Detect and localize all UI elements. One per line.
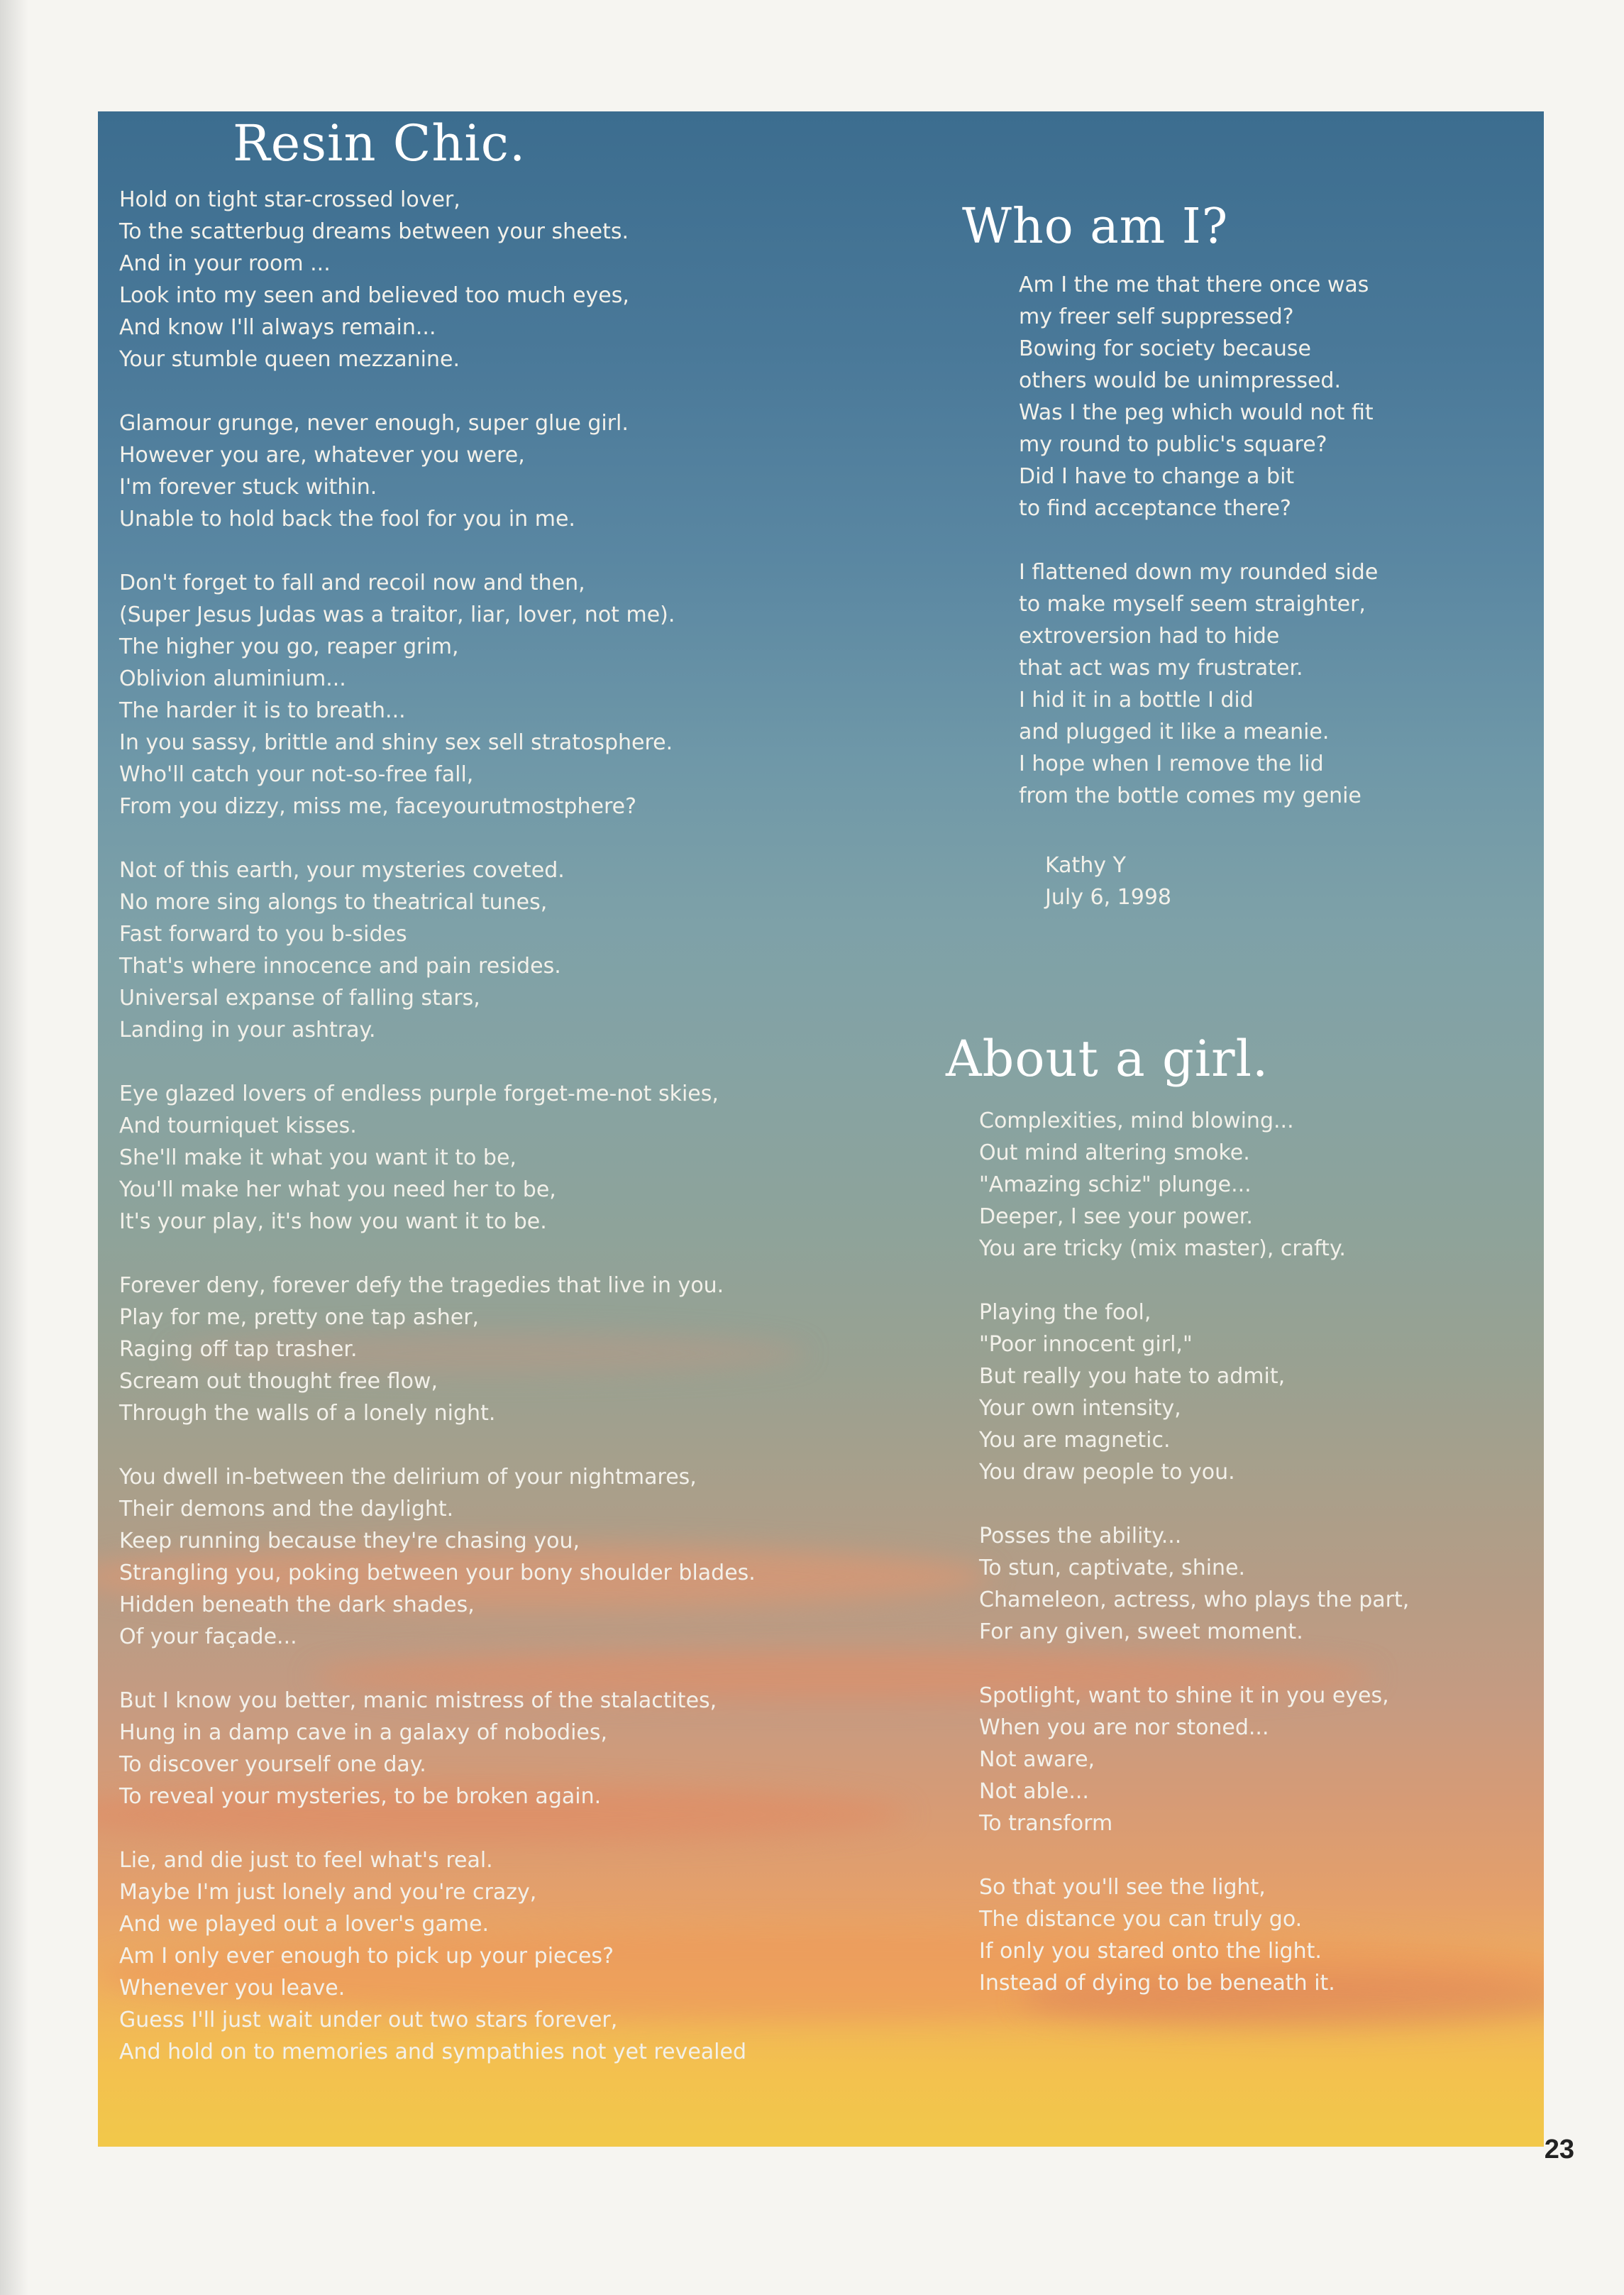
poem-line: Strangling you, poking between your bony shoulder blades. [119, 1561, 756, 1585]
poem-line: Keep running because they're chasing you, [119, 1529, 580, 1553]
poem-line: Playing the fool, [979, 1300, 1151, 1325]
poem-line: Through the walls of a lonely night. [119, 1401, 496, 1426]
poem-stanza [979, 1680, 1540, 1839]
poem-line: to find acceptance there? [1019, 496, 1291, 521]
poem-line: Am I only ever enough to pick up your pieces? [119, 1944, 614, 1969]
poem-line: And hold on to memories and sympathies not yet revealed [119, 2040, 746, 2064]
poem-line: I hope when I remove the lid [1019, 752, 1324, 776]
poem-line: and plugged it like a meanie. [1019, 720, 1330, 744]
poem-line: Your own intensity, [979, 1396, 1181, 1421]
poem-line: Scream out thought free flow, [119, 1369, 438, 1394]
poem-line: Forever deny, forever defy the tragedies that live in you. [119, 1273, 724, 1298]
poem-line: To transform [979, 1811, 1113, 1836]
poem-stanza [119, 1078, 956, 1238]
poem-line: "Poor innocent girl," [979, 1332, 1193, 1357]
about-a-girl-title: About a girl. [946, 1030, 1269, 1088]
poem-line: Posses the ability... [979, 1524, 1182, 1548]
page-number: 23 [1544, 2135, 1574, 2164]
poem-line: You dwell in-between the delirium of your nightmares, [119, 1465, 697, 1490]
poem-stanza [119, 1270, 956, 1429]
poem-line: Glamour grunge, never enough, super glue girl. [119, 411, 629, 436]
poem-line: Did I have to change a bit [1019, 464, 1295, 489]
poem-line: No more sing alongs to theatrical tunes, [119, 890, 548, 915]
poem-line: You are tricky (mix master), crafty. [979, 1236, 1346, 1261]
poem-stanza [119, 184, 956, 375]
about-a-girl-poem [979, 1105, 1540, 2031]
poem-line: Universal expanse of falling stars, [119, 986, 480, 1011]
poem-line: And know I'll always remain... [119, 315, 436, 340]
poem-line: Whenever you leave. [119, 1976, 346, 2000]
poem-line: So that you'll see the light, [979, 1875, 1266, 1900]
poem-line: Hold on tight star-crossed lover, [119, 187, 460, 212]
poem-line: To reveal your mysteries, to be broken again. [119, 1784, 602, 1809]
poem-line: Fast forward to you b-sides [119, 922, 407, 947]
who-am-i-title: Who am I? [962, 199, 1229, 255]
poem-line: Hidden beneath the dark shades, [119, 1592, 475, 1617]
poem-stanza [1019, 269, 1530, 524]
poem-line: Not of this earth, your mysteries coveted. [119, 858, 565, 883]
poem-line: If only you stared onto the light. [979, 1939, 1322, 1964]
poem-stanza [119, 567, 956, 822]
poem-line: Hung in a damp cave in a galaxy of nobodies, [119, 1720, 608, 1745]
poem-line: Their demons and the daylight. [119, 1497, 454, 1521]
poem-line: In you sassy, brittle and shiny sex sell stratosphere. [119, 730, 673, 755]
poem-line: Who'll catch your not-so-free fall, [119, 762, 474, 787]
poem-line: Was I the peg which would not fit [1019, 400, 1374, 425]
poem-line: But really you hate to admit, [979, 1364, 1286, 1389]
poem-line: (Super Jesus Judas was a traitor, liar, lover, not me). [119, 602, 675, 627]
poem-line: To the scatterbug dreams between your sheets. [119, 219, 629, 244]
poem-line: Unable to hold back the fool for you in me. [119, 507, 575, 532]
poem-line: from the bottle comes my genie [1019, 783, 1361, 808]
poem-line: Not able... [979, 1779, 1089, 1804]
poem-line: When you are nor stoned... [979, 1715, 1269, 1740]
poem-line: that act was my frustrater. [1019, 656, 1303, 681]
poem-line: And we played out a lover's game. [119, 1912, 490, 1937]
poem-line: Eye glazed lovers of endless purple forget-me-not skies, [119, 1082, 719, 1106]
poem-line: "Amazing schiz" plunge... [979, 1172, 1252, 1197]
poem-line: I'm forever stuck within. [119, 475, 377, 500]
poem-line: Lie, and die just to feel what's real. [119, 1848, 493, 1873]
poem-line: Not aware, [979, 1747, 1095, 1772]
poem-stanza [979, 1105, 1540, 1265]
resin-chic-title: Resin Chic. [233, 114, 526, 172]
poem-line: However you are, whatever you were, [119, 443, 525, 468]
poem-line: That's where innocence and pain resides. [119, 954, 561, 979]
poem-line: I hid it in a bottle I did [1019, 688, 1254, 712]
poem-line: The higher you go, reaper grim, [119, 634, 459, 659]
sunset-background-panel [98, 111, 1544, 2147]
poem-line: my round to public's square? [1019, 432, 1327, 457]
poem-line: Raging off tap trasher. [119, 1337, 358, 1362]
poem-stanza [119, 854, 956, 1046]
poem-line: Maybe I'm just lonely and you're crazy, [119, 1880, 537, 1905]
poem-stanza [979, 1297, 1540, 1488]
who-am-i-poem [1019, 269, 1530, 844]
poem-line: The harder it is to breath... [119, 698, 406, 723]
page-gutter-shadow [0, 0, 28, 2295]
poem-stanza [119, 407, 956, 535]
poem-line: You are magnetic. [979, 1428, 1171, 1453]
poem-line: Out mind altering smoke. [979, 1140, 1250, 1165]
poem-stanza [979, 1520, 1540, 1648]
poem-line: extroversion had to hide [1019, 624, 1280, 649]
poem-line: And in your room ... [119, 251, 331, 276]
poem-line: Deeper, I see your power. [979, 1204, 1253, 1229]
poem-line: Look into my seen and believed too much eyes, [119, 283, 629, 308]
poem-line: You draw people to you. [979, 1460, 1235, 1485]
poem-line: She'll make it what you want it to be, [119, 1145, 517, 1170]
poem-stanza [119, 1685, 956, 1812]
poem-line: Chameleon, actress, who plays the part, [979, 1587, 1410, 1612]
poem-stanza [1019, 556, 1530, 812]
poem-line: Your stumble queen mezzanine. [119, 347, 460, 372]
poem-line: From you dizzy, miss me, faceyourutmostphere? [119, 794, 636, 819]
poem-line: The distance you can truly go. [979, 1907, 1303, 1932]
poem-author: Kathy Y [1045, 853, 1126, 878]
poem-date: July 6, 1998 [1045, 885, 1171, 910]
poem-line: Bowing for society because [1019, 336, 1311, 361]
poem-line: You'll make her what you need her to be, [119, 1177, 556, 1202]
poem-line: Play for me, pretty one tap asher, [119, 1305, 480, 1330]
poem-line: To discover yourself one day. [119, 1752, 426, 1777]
poem-stanza [119, 1461, 956, 1653]
poem-line: my freer self suppressed? [1019, 304, 1294, 329]
poem-line: Guess I'll just wait under out two stars forever, [119, 2008, 618, 2032]
poem-line: For any given, sweet moment. [979, 1619, 1303, 1644]
poem-line: I flattened down my rounded side [1019, 560, 1379, 585]
poem-line: But I know you better, manic mistress of the stalactites, [119, 1688, 717, 1713]
poem-line: Of your façade... [119, 1624, 297, 1649]
poem-line: Am I the me that there once was [1019, 273, 1369, 297]
poem-stanza [979, 1871, 1540, 1999]
poem-line: And tourniquet kisses. [119, 1113, 357, 1138]
poem-line: Complexities, mind blowing... [979, 1108, 1294, 1133]
poem-line: Spotlight, want to shine it in you eyes, [979, 1683, 1389, 1708]
resin-chic-poem [119, 184, 956, 2100]
poem-line: Oblivion aluminium... [119, 666, 346, 691]
poem-line: Don't forget to fall and recoil now and then, [119, 571, 585, 595]
poem-line: others would be unimpressed. [1019, 368, 1341, 393]
poem-line: Landing in your ashtray. [119, 1018, 376, 1042]
poem-line: Instead of dying to be beneath it. [979, 1971, 1335, 1996]
poem-line: to make myself seem straighter, [1019, 592, 1366, 617]
poem-stanza [119, 1844, 956, 2068]
poem-line: To stun, captivate, shine. [979, 1556, 1246, 1580]
poem-line: It's your play, it's how you want it to be. [119, 1209, 547, 1234]
